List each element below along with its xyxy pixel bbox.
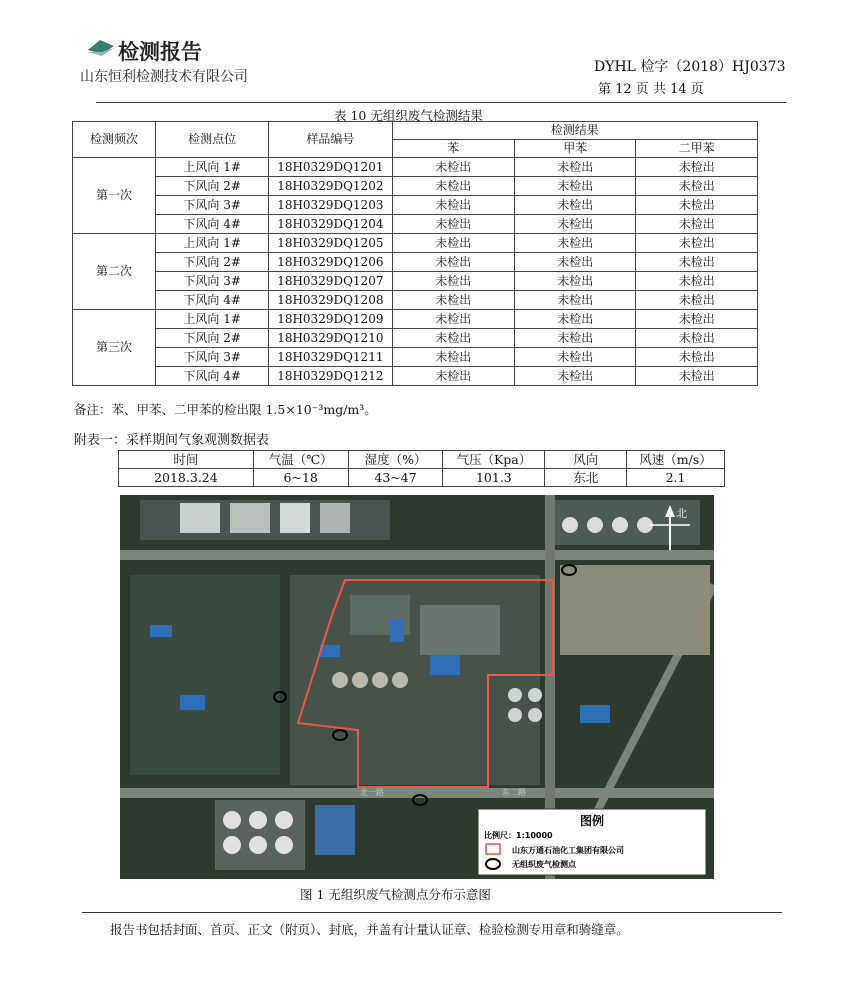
frequency-cell: 第一次 <box>73 158 156 234</box>
table-row <box>73 367 758 386</box>
sample-cell: 18H0329DQ1208 <box>269 291 392 310</box>
toluene-cell: 未检出 <box>514 329 636 348</box>
company-name: 山东恒利检测技术有限公司 <box>80 69 248 85</box>
sample-cell: 18H0329DQ1212 <box>269 367 392 386</box>
table-row <box>73 234 758 253</box>
benzene-cell: 未检出 <box>392 329 514 348</box>
sample-cell: 18H0329DQ1206 <box>269 253 392 272</box>
table-row <box>73 196 758 215</box>
annex-title: 附表一：采样期间气象观测数据表 <box>74 433 270 448</box>
weather-header-wind-dir: 风向 <box>545 451 627 469</box>
road-label-1: 北一路 <box>360 788 384 797</box>
header-point: 检测点位 <box>156 122 269 158</box>
benzene-cell: 未检出 <box>392 367 514 386</box>
header-benzene: 苯 <box>392 140 514 158</box>
sample-cell: 18H0329DQ1210 <box>269 329 392 348</box>
legend-boundary: 山东万通石油化工集团有限公司 <box>512 846 624 855</box>
benzene-cell: 未检出 <box>392 253 514 272</box>
footer-note: 报告书包括封面、首页、正文（附页）、封底，并盖有计量认证章、检验检测专用章和骑缝章。 <box>110 922 629 937</box>
weather-value-temp: 6~18 <box>253 469 348 487</box>
weather-value-wind-speed: 2.1 <box>627 469 725 487</box>
benzene-cell: 未检出 <box>392 348 514 367</box>
table-row <box>73 291 758 310</box>
legend-scale: 比例尺：1:10000 <box>484 831 553 840</box>
toluene-cell: 未检出 <box>514 234 636 253</box>
weather-value-wind-dir: 东北 <box>545 469 627 487</box>
north-label: 北 <box>676 507 687 520</box>
benzene-cell: 未检出 <box>392 272 514 291</box>
report-title: 检测报告 <box>118 40 202 64</box>
benzene-cell: 未检出 <box>392 310 514 329</box>
point-cell: 下风向 4# <box>156 367 269 386</box>
xylene-cell: 未检出 <box>636 177 758 196</box>
sample-cell: 18H0329DQ1203 <box>269 196 392 215</box>
header-xylene: 二甲苯 <box>636 140 758 158</box>
sample-cell: 18H0329DQ1201 <box>269 158 392 177</box>
toluene-cell: 未检出 <box>514 253 636 272</box>
xylene-cell: 未检出 <box>636 158 758 177</box>
toluene-cell: 未检出 <box>514 291 636 310</box>
point-cell: 下风向 3# <box>156 348 269 367</box>
toluene-cell: 未检出 <box>514 215 636 234</box>
toluene-cell: 未检出 <box>514 348 636 367</box>
report-number: DYHL 检字（2018）HJ0373 <box>594 59 786 75</box>
weather-header-pressure: 气压（Kpa） <box>443 451 545 469</box>
weather-value-humidity: 43~47 <box>348 469 443 487</box>
xylene-cell: 未检出 <box>636 310 758 329</box>
sample-cell: 18H0329DQ1207 <box>269 272 392 291</box>
table-row <box>73 310 758 329</box>
table-row <box>73 177 758 196</box>
satellite-map <box>120 495 714 879</box>
point-cell: 下风向 2# <box>156 253 269 272</box>
toluene-cell: 未检出 <box>514 310 636 329</box>
table-row <box>73 215 758 234</box>
detection-limit-note: 备注：苯、甲苯、二甲苯的检出限 1.5×10⁻³mg/m³。 <box>74 402 377 417</box>
xylene-cell: 未检出 <box>636 196 758 215</box>
xylene-cell: 未检出 <box>636 329 758 348</box>
point-cell: 下风向 3# <box>156 196 269 215</box>
benzene-cell: 未检出 <box>392 234 514 253</box>
sample-cell: 18H0329DQ1204 <box>269 215 392 234</box>
header-frequency: 检测频次 <box>73 122 156 158</box>
frequency-cell: 第三次 <box>73 310 156 386</box>
map-legend <box>478 809 706 875</box>
weather-header-temp: 气温（℃） <box>253 451 348 469</box>
point-cell: 上风向 1# <box>156 310 269 329</box>
point-cell: 下风向 4# <box>156 291 269 310</box>
sample-cell: 18H0329DQ1211 <box>269 348 392 367</box>
sample-cell: 18H0329DQ1202 <box>269 177 392 196</box>
toluene-cell: 未检出 <box>514 272 636 291</box>
weather-value-pressure: 101.3 <box>443 469 545 487</box>
point-cell: 下风向 3# <box>156 272 269 291</box>
header-results: 检测结果 <box>392 122 758 140</box>
toluene-cell: 未检出 <box>514 196 636 215</box>
point-cell: 下风向 2# <box>156 177 269 196</box>
header-divider <box>96 102 786 103</box>
benzene-cell: 未检出 <box>392 158 514 177</box>
xylene-cell: 未检出 <box>636 253 758 272</box>
sample-cell: 18H0329DQ1205 <box>269 234 392 253</box>
xylene-cell: 未检出 <box>636 348 758 367</box>
table-row <box>73 253 758 272</box>
weather-table <box>118 450 725 487</box>
figure-caption: 图 1 无组织废气检测点分布示意图 <box>300 887 491 902</box>
toluene-cell: 未检出 <box>514 177 636 196</box>
point-cell: 上风向 1# <box>156 158 269 177</box>
results-table <box>72 121 758 386</box>
company-logo-icon <box>86 38 116 58</box>
legend-title: 图例 <box>579 814 605 828</box>
table-row <box>73 158 758 177</box>
point-cell: 上风向 1# <box>156 234 269 253</box>
point-cell: 下风向 2# <box>156 329 269 348</box>
benzene-cell: 未检出 <box>392 196 514 215</box>
benzene-cell: 未检出 <box>392 177 514 196</box>
benzene-cell: 未检出 <box>392 291 514 310</box>
page-indicator: 第 12 页 共 14 页 <box>598 82 704 97</box>
sample-cell: 18H0329DQ1209 <box>269 310 392 329</box>
xylene-cell: 未检出 <box>636 234 758 253</box>
xylene-cell: 未检出 <box>636 291 758 310</box>
header-toluene: 甲苯 <box>514 140 636 158</box>
table-caption: 表 10 无组织废气检测结果 <box>334 108 483 123</box>
toluene-cell: 未检出 <box>514 158 636 177</box>
weather-header-time: 时间 <box>119 451 254 469</box>
xylene-cell: 未检出 <box>636 367 758 386</box>
road-label-2: 东二路 <box>502 788 526 797</box>
table-row <box>73 348 758 367</box>
benzene-cell: 未检出 <box>392 215 514 234</box>
point-cell: 下风向 4# <box>156 215 269 234</box>
table-row <box>73 329 758 348</box>
header-sample: 样品编号 <box>269 122 392 158</box>
legend-point: 无组织废气检测点 <box>512 860 576 869</box>
weather-header-humidity: 湿度（%） <box>348 451 443 469</box>
toluene-cell: 未检出 <box>514 367 636 386</box>
footer-divider <box>82 912 782 913</box>
weather-value-time: 2018.3.24 <box>119 469 254 487</box>
frequency-cell: 第二次 <box>73 234 156 310</box>
weather-header-wind-speed: 风速（m/s） <box>627 451 725 469</box>
xylene-cell: 未检出 <box>636 272 758 291</box>
table-row <box>73 272 758 291</box>
xylene-cell: 未检出 <box>636 215 758 234</box>
